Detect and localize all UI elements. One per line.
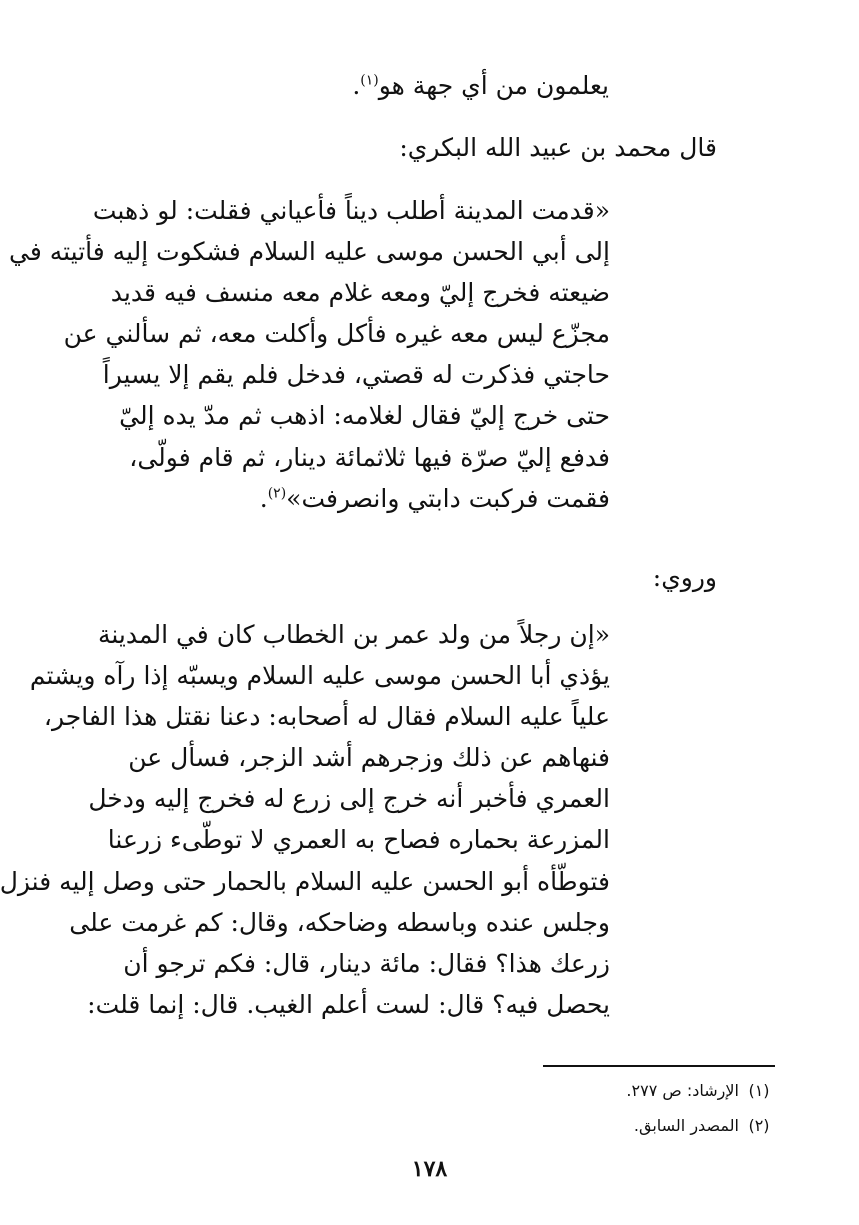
quote1-line: حاجتي فذكرت له قصتي، فدخل فلم يقم إلا يسيراً	[102, 360, 610, 390]
footnote-ref-2[interactable]: (٢)	[267, 485, 287, 502]
rowiya-line: وروي:	[652, 563, 717, 592]
quote2-line: يحصل فيه؟ قال: لست أعلم الغيب. قال: إنما قلت:	[87, 989, 610, 1019]
attribution-line: قال محمد بن عبيد الله البكري:	[399, 133, 717, 162]
quote1-line: فدفع إليّ صرّة فيها ثلاثمائة دينار، ثم قام فولّى،	[129, 442, 610, 472]
page-number: ١٧٨	[411, 1156, 448, 1182]
quote2-line: وجلس عنده وباسطه وضاحكه، وقال: كم غرمت على	[69, 907, 610, 937]
footnote-number: (٢)	[748, 1116, 770, 1135]
quote2-line: العمري فأخبر أنه خرج إلى زرع له فخرج إليه ودخل	[88, 784, 610, 814]
footnote-number: (١)	[748, 1081, 770, 1100]
quote1-line: «قدمت المدينة أطلب ديناً فأعياني فقلت: لو ذهبت	[92, 196, 610, 225]
quote2-line: فنهاهم عن ذلك وزجرهم أشد الزجر، فسأل عن	[128, 743, 610, 773]
footnote-separator	[543, 1065, 775, 1067]
quote2-line: علياً عليه السلام فقال له أصحابه: دعنا نقتل هذا الفاجر،	[43, 702, 610, 732]
footnote-ref-1[interactable]: (١)	[360, 72, 379, 89]
quote1-line: ضيعته فخرج إليّ ومعه غلام معه منسف فيه قديد	[110, 278, 610, 308]
quote1-line: حتى خرج إليّ فقال لغلامه: اذهب ثم مدّ يده إليّ	[119, 401, 610, 431]
footnote-text: الإرشاد: ص ٢٧٧.	[626, 1081, 739, 1100]
quote1-line: مجزّع ليس معه غيره فأكل وأكلت معه، ثم سألني عن	[63, 319, 610, 349]
quote2-line: فتوطّأه أبو الحسن عليه السلام بالحمار حتى وصل إليه فنزل	[0, 866, 610, 896]
quote-paragraph-1	[8, 190, 610, 519]
quote2-line: المزرعة بحماره فصاح به العمري لا توطّىء زرعنا	[107, 825, 610, 855]
footnote-2	[634, 1115, 774, 1137]
quote2-line: يؤذي أبا الحسن موسى عليه السلام ويسبّه إذا رآه ويشتم	[29, 661, 610, 691]
quote1-line: إلى أبي الحسن موسى عليه السلام فشكوت إليه فأتيته في	[8, 237, 610, 267]
quote2-line: زرعك هذا؟ فقال: مائة دينار، قال: فكم ترجو أن	[123, 948, 610, 978]
footnote-1	[626, 1080, 774, 1102]
quote-paragraph-2	[0, 614, 610, 1025]
footnote-text: المصدر السابق.	[633, 1116, 739, 1135]
intro-line: يعلمون من أي جهة هو$^{(١)}$.	[352, 71, 609, 100]
quote2-line: «إن رجلاً من ولد عمر بن الخطاب كان في المدينة	[97, 620, 610, 649]
quote1-last-line: فقمت فركبت دابتي وانصرفت»$^{(٢)}$.	[259, 483, 610, 513]
